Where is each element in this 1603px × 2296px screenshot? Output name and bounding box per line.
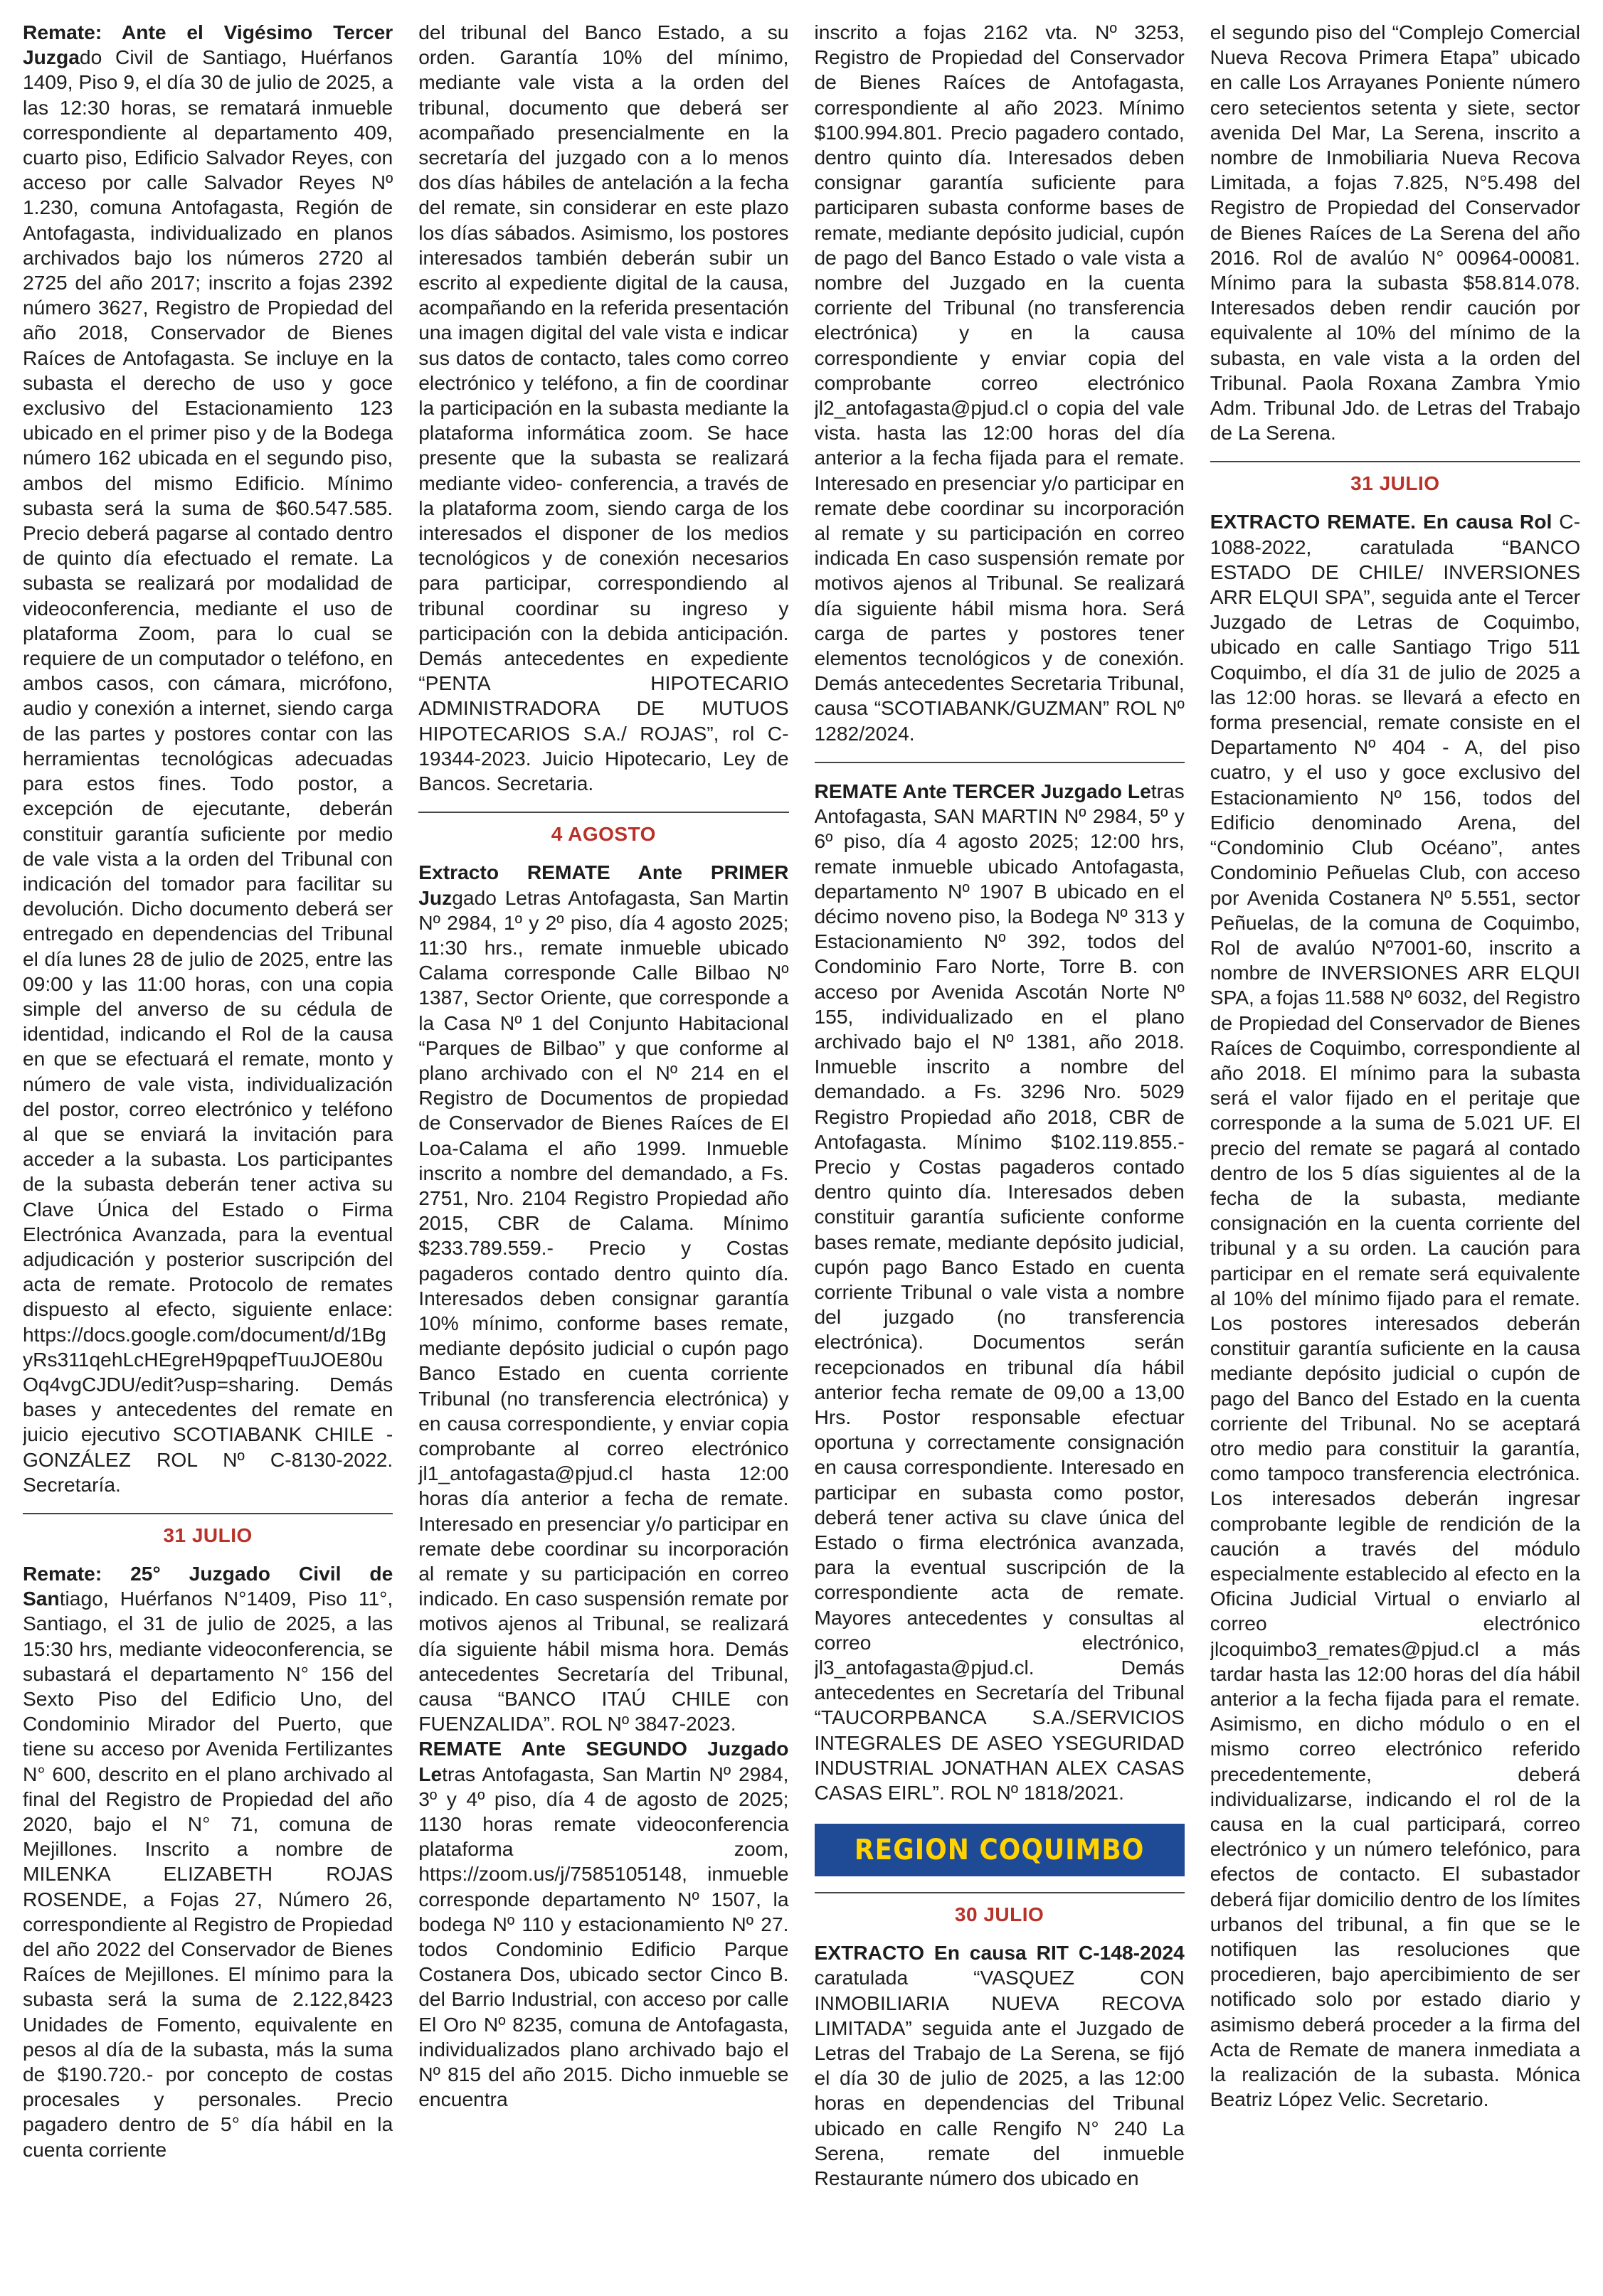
- auction-notice: [23, 20, 393, 1497]
- notice-heading: EXTRACTO En causa RIT C-148-2024: [814, 1941, 1185, 1965]
- auction-notice: [815, 779, 1185, 1805]
- column-1: [23, 20, 393, 2282]
- notice-body: do Civil de Santiago, Huérfanos 1409, Piso 9, el día 30 de julio de 2025, a las 12:30 horas, se rematará inmueble correspondiente al departamento 409, cuarto piso, Edificio Salvador Reyes, con acceso por calle Salvador Reyes Nº 1.230, comuna Antofagasta, Región de Antofagasta, individualizado en planos archivados bajo los números 2720 al 2725 del año 2017; inscrito a fojas 2392 número 3627, Registro de Propiedad del año 2018, Conservador de Bienes Raíces de Antofagasta. Se incluye en la subasta el derecho de uso y goce exclusivo del Estacionamiento 123 ubicado en el primer piso y de la Bodega número 162 ubicada en el segundo piso, ambos del mismo Edificio. Mínimo subasta será la suma de $60.547.585. Precio deberá pagarse al contado dentro de quinto día efectuado el remate. La subasta se realizará por modalidad de videoconferencia, mediante el uso de plataforma Zoom, para lo cual se requiere de un computador o teléfono, en ambos casos, con cámara, micrófono, audio y conexión a internet, siendo carga de las partes y postores contar con las herramientas tecnológicas adecuadas para estos fines. Todo postor, a excepción de ejecutante, deberán constituir garantía suficiente por medio de vale vista a la orden del Tribunal con indicación del tomador para facilitar su devolución. Dicho documento deberá ser entregado en dependencias del Tribunal el día lunes 28 de julio de 2025, entre las 09:00 y las 11:00 horas, con una copia simple del anverso de su cédula de identidad, indicando el Rol de la causa en que se efectuará el remate, monto y número de vale vista, individualización del postor, correo electrónico y teléfono al que se enviará la invitación para acceder a la subasta. Los participantes de la subasta deberán tener activa su Clave Única del Estado o Firma Electrónica Avanzada, para la eventual adjudicación y posterior suscripción del acta de remate. Protocolo de remates dispuesto al efecto, siguiente enlace: https://docs.google.com/document/d/1BgyRs311qehLcHEgreH9pqpefTuuJOE80uOq4vgCJDU/edit?usp=sharing. Demás bases y antecedentes del remate en juicio ejecutivo SCOTIABANK CHILE - GONZÁLEZ ROL Nº C-8130-2022. Secretaría.: [23, 46, 393, 1496]
- column-3: [815, 20, 1185, 2282]
- notice-body: gado Letras Antofagasta, San Martin Nº 2984, 1º y 2º piso, día 4 agosto 2025; 11:30 hrs., remate inmueble ubicado Calama corresponde Calle Bilbao Nº 1387, Sector Oriente, que corresponde a la Casa Nº 1 del Conjunto Habitacional “Parques de Bilbao” y que conforme al plano archivado con el Nº 214 en el Registro de Documentos de propiedad de Conservador de Bienes Raíces de El Loa-Calama el año 1999. Inmueble inscrito a nombre del demandado, a Fs. 2751, Nro. 2104 Registro Propiedad año 2015, CBR de Calama. Mínimo $233.789.559.- Precio y Costas pagaderos contado dentro quinto día. Interesados deben consignar garantía 10% mínimo, conforme bases remate, mediante depósito judicial o cupón pago Banco Estado en cuenta corriente Tribunal (no transferencia electrónica) y en causa correspondiente, y enviar copia comprobante al correo electrónico jl1_antofagasta@pjud.cl hasta 12:00 horas día anterior a fecha de remate. Interesado en presenciar y/o participar en remate debe coordinar su incorporación al remate y su participación en correo indicado. En caso suspensión remate por motivos ajenos al Tribunal, se realizará día siguiente hábil misma hora. Demás antecedentes Secretaría del Tribunal, causa “BANCO ITAÚ CHILE con FUENZALIDA”. ROL Nº 3847-2023.: [418, 886, 789, 1736]
- auction-notice: [1210, 20, 1580, 445]
- date-separator: 4 AGOSTO: [418, 812, 788, 846]
- auction-notice: [815, 20, 1185, 746]
- notice-body: C-1088-2022, caratulada “BANCO ESTADO DE CHILE/ INVERSIONES ARR ELQUI SPA”, seguida ante el Tercer Juzgado de Letras de Coquimbo, ubicado en calle Santiago Trigo 511 Coquimbo, el día 31 de julio de 2025 a las 12:00 horas. se llevará a efecto en forma presencial, remate consiste en el Departamento Nº 404 - A, del piso cuatro, y el uso y goce exclusivo del Estacionamiento Nº 156, todos del Edificio denominado Arena, del “Condominio Club Océano”, antes Condominio Peñuelas Club, con acceso por Avenida Costanera Nº 5.551, sector Peñuelas, de la comuna de Coquimbo, Rol de avalúo Nº7001-60, inscrito a nombre de INVERSIONES ARR ELQUI SPA, a fojas 11.588 Nº 6032, del Registro de Propiedad del Conservador de Bienes Raíces de Coquimbo, correspondiente al año 2018. El mínimo para la subasta será el valor fijado en el peritaje que corresponde a la suma de 5.021 UF. El precio del remate se pagará al contado dentro de los 5 días siguientes al de la fecha de la subasta, mediante consignación en la cuenta corriente del tribunal y a su orden. La caución para participar en el remate será equivalente al 10% del mínimo fijado para el remate. Los postores interesados deberán constituir garantía suficiente en la causa mediante depósito judicial o cupón de pago del Banco del Estado en la cuenta corriente del Tribunal. No se aceptará otro medio para constituir la garantía, como tampoco transferencia electrónica. Los interesados deberán ingresar comprobante legible de rendición de la caución a través del módulo especialmente establecido al efecto en la Oficina Judicial Virtual o enviarlo al correo electrónico jlcoquimbo3_remates@pjud.cl a más tardar hasta las 12:00 horas del día hábil anterior a la fecha fijada para el remate. Asimismo, en dicho módulo o en el mismo correo electrónico referido precedentemente, deberá individualizarse, indicando el rol de la causa en la cual participará, correo electrónico y un número telefónico, para efectos de contacto. El subastador deberá fijar domicilio dentro de los límites urbanos del tribunal, a fin que se le notifiquen las resoluciones que procedieren, bajo apercibimiento de ser notificado solo por estado diario y asimismo deberá proceder a la firma del Acta de Remate de manera inmediata a la realización de la subasta. Mónica Beatriz López Velic. Secretario.: [1210, 510, 1580, 2111]
- notice-heading: Extracto REMATE Ante PRIMER Juz: [418, 861, 789, 909]
- column-4: [1210, 20, 1580, 2282]
- notice-body: inscrito a fojas 2162 vta. Nº 3253, Registro de Propiedad del Conservador de Bienes Raíces de Antofagasta, correspondiente al año 2023. Mínimo $100.994.801. Precio pagadero contado, dentro quinto día. Interesados deben consignar garantía suficiente para participaren subasta conforme bases de remate, mediante depósito judicial, cupón de pago del Banco Estado o vale vista a nombre del Juzgado en la cuenta corriente del Tribunal (no transferencia electrónica) y en la causa correspondiente y enviar copia del comprobante correo electrónico jl2_antofagasta@pjud.cl o copia del vale vista. hasta las 12:00 horas del día anterior a la fecha fijada para el remate. Interesado en presenciar y/o participar en remate debe coordinar su incorporación al remate y su participación en correo indicada En caso suspensión remate por motivos ajenos al Tribunal. Se realizará día siguiente hábil misma hora. Será carga de partes y postores tener elementos tecnológicos y de conexión. Demás antecedentes Secretaria Tribunal, causa “SCOTIABANK/GUZMAN” ROL Nº 1282/2024.: [814, 21, 1185, 745]
- auction-notice: [418, 860, 788, 1736]
- notice-body: tras Antofagasta, San Martin Nº 2984, 3º y 4º piso, día 4 de agosto de 2025; 1130 horas remate videoconferencia plataforma zoom, https://zoom.us/j/7585105148, inmueble corresponde departamento Nº 1507, la bodega Nº 110 y estacionamiento Nº 27. todos Condominio Edificio Parque Costanera Dos, ubicado sector Cinco B. del Barrio Industrial, con acceso por calle El Oro Nº 8235, comuna de Antofagasta, individualizados plano archivado bajo el Nº 815 del año 2015. Dicho inmueble se encuentra: [418, 1762, 789, 2111]
- notice-body: el segundo piso del “Complejo Comercial Nueva Recova Primera Etapa” ubicado en calle Los Arrayanes Poniente número cero setecientos setenta y siete, sector avenida Del Mar, La Serena, inscrito a nombre de Inmobiliaria Nueva Recova Limitada, a fojas 7.825, N°5.498 del Registro de Propiedad del Conservador de Bienes Raíces de La Serena del año 2016. Rol de avalúo N° 00964-00081. Mínimo para la subasta $58.814.078. Interesados deben rendir caución por equivalente al 10% del mínimo de la subasta, en vale vista a la orden del Tribunal. Paola Roxana Zambra Ymio Adm. Tribunal Jdo. de Letras del Trabajo de La Serena.: [1210, 21, 1580, 445]
- date-separator: 30 JULIO: [815, 1892, 1185, 1926]
- auction-notice: [418, 20, 788, 796]
- notice-heading: REMATE Ante SEGUNDO Juzgado Le: [418, 1737, 789, 1785]
- notice-heading: EXTRACTO REMATE. En causa Rol: [1210, 510, 1552, 533]
- date-separator: 31 JULIO: [1210, 461, 1580, 495]
- auction-notice: [23, 1561, 393, 2162]
- notice-heading: Remate: 25° Juzgado Civil de San: [23, 1561, 393, 1610]
- auction-notice: [1210, 509, 1580, 2112]
- auction-notice: [815, 1940, 1185, 2191]
- auction-notice: [418, 1736, 788, 2112]
- section-divider: [815, 762, 1185, 763]
- notice-body: del tribunal del Banco Estado, a su orden. Garantía 10% del mínimo, mediante vale vista a la orden del tribunal, documento que deberá ser acompañado presencialmente en la secretaría del juzgado con a lo menos dos días hábiles de antelación a la fecha del remate, sin considerar en este plazo los días sábados. Asimismo, los postores interesados también deberán subir un escrito al expediente digital de la causa, acompañando en la referida presentación una imagen digital del vale vista e indicar sus datos de contacto, tales como correo electrónico y teléfono, a fin de coordinar la participación en la subasta mediante la plataforma informática zoom. Se hace presente que la subasta se realizará mediante video- conferencia, a través de la plataforma zoom, siendo carga de los interesados el disponer de los medios tecnológicos y de conexión necesarios para participar, correspondiendo al tribunal coordinar su ingreso y participación con la debida anticipación. Demás antecedentes en expediente “PENTA HIPOTECARIO ADMINISTRADORA DE MUTUOS HIPOTECARIOS S.A./ ROJAS”, rol C-19344-2023. Juicio Hipotecario, Ley de Bancos. Secretaria.: [418, 21, 789, 795]
- notice-heading: Remate: Ante el Vigésimo Tercer Juzga: [23, 21, 393, 69]
- region-banner: REGION COQUIMBO: [815, 1824, 1185, 1876]
- notice-body: tiago, Huérfanos N°1409, Piso 11°, Santiago, el 31 de julio de 2025, a las 15:30 hrs, mediante videoconferencia, se subastará el departamento N° 156 del Sexto Piso del Edificio Uno, del Condominio Mirador del Puerto, que tiene su acceso por Avenida Fertilizantes N° 600, descrito en el plano archivado al final del Registro de Propiedad del año 2020, bajo el N° 71, comuna de Mejillones. Inscrito a nombre de MILENKA ELIZABETH ROJAS ROSENDE, a Fojas 27, Número 26, correspondiente al Registro de Propiedad del año 2022 del Conservador de Bienes Raíces de Mejillones. El mínimo para la subasta será la suma de 2.122,8423 Unidades de Fomento, equivalente en pesos al día de la subasta, más la suma de $190.720.- por concepto de costas procesales y personales. Precio pagadero dentro de 5° día hábil en la cuenta corriente: [23, 1587, 393, 2161]
- column-2: [418, 20, 788, 2282]
- notice-body: tras Antofagasta, SAN MARTIN Nº 2984, 5º y 6º piso, día 4 agosto 2025; 12:00 hrs, remate inmueble ubicado Antofagasta, departamento Nº 1907 B ubicado en el décimo noveno piso, la Bodega Nº 313 y Estacionamiento Nº 392, todos del Condominio Faro Norte, Torre B. con acceso por Avenida Ascotán Norte Nº 155, individualizado en el plano archivado bajo el Nº 1381, año 2018. Inmueble inscrito a nombre del demandado. a Fs. 3296 Nro. 5029 Registro Propiedad año 2018, CBR de Antofagasta. Mínimo $102.119.855.- Precio y Costas pagaderos contado dentro quinto día. Interesados deben constituir garantía suficiente conforme bases remate, mediante depósito judicial, cupón pago Banco Estado en cuenta corriente Tribunal o vale vista a nombre del juzgado (no transferencia electrónica). Documentos serán recepcionados en tribunal día hábil anterior fecha remate de 09,00 a 13,00 Hrs. Postor responsable efectuar oportuna y correctamente consignación en causa correspondiente. Interesado en participar en subasta como postor, deberá tener activa su clave única del Estado o firma electrónica avanzada, para la eventual suscripción de la correspondiente acta de remate. Mayores antecedentes y consultas al correo electrónico, jl3_antofagasta@pjud.cl. Demás antecedentes en Secretaría del Tribunal “TAUCORPBANCA S.A./SERVICIOS INTEGRALES DE ASEO YSEGURIDAD INDUSTRIAL JONATHAN ALEX CASAS CASAS EIRL”. ROL Nº 1818/2021.: [814, 779, 1185, 1805]
- notice-heading: REMATE Ante TERCER Juzgado Le: [814, 779, 1151, 802]
- date-separator: 31 JULIO: [23, 1513, 393, 1547]
- notice-body: caratulada “VASQUEZ CON INMOBILIARIA NUEVA RECOVA LIMITADA” seguida ante el Juzgado de Letras del Trabajo de La Serena, se fijó el día 30 de julio de 2025, a las 12:00 horas en dependencias del Tribunal ubicado en calle Rengifo N° 240 La Serena, remate del inmueble Restaurante número dos ubicado en: [814, 1966, 1185, 2190]
